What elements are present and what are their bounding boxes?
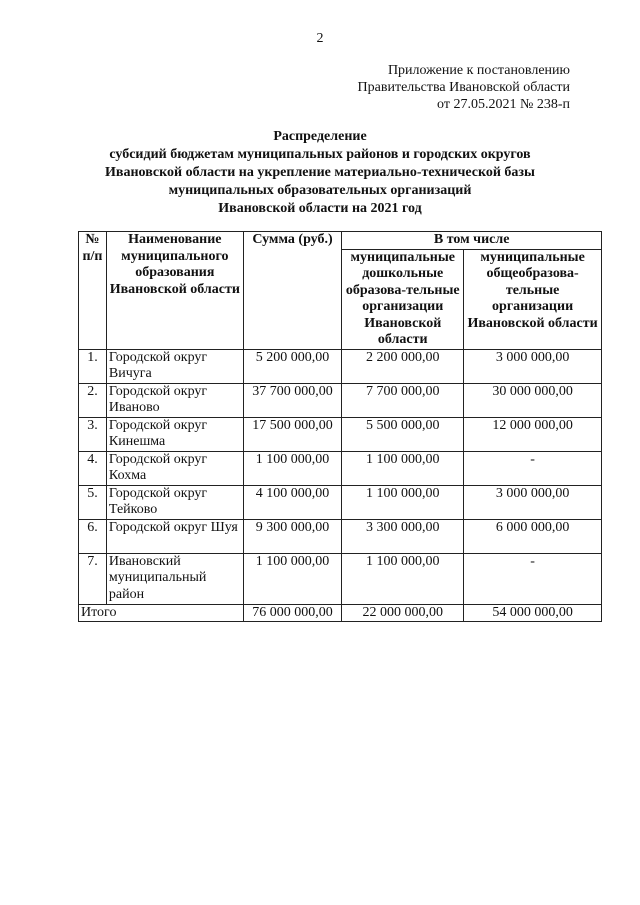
row-general: 12 000 000,00 bbox=[464, 417, 602, 451]
row-general: 6 000 000,00 bbox=[464, 519, 602, 553]
row-sum: 17 500 000,00 bbox=[243, 417, 342, 451]
row-num: 3. bbox=[79, 417, 107, 451]
row-preschool: 7 700 000,00 bbox=[342, 383, 464, 417]
total-row bbox=[79, 604, 602, 622]
row-num: 2. bbox=[79, 383, 107, 417]
table-row bbox=[79, 451, 602, 485]
table-row bbox=[79, 519, 602, 553]
row-preschool: 1 100 000,00 bbox=[342, 485, 464, 519]
title-line-1: Распределение bbox=[273, 129, 367, 144]
row-general: 3 000 000,00 bbox=[464, 349, 602, 383]
row-general: - bbox=[464, 451, 602, 485]
subsidy-table bbox=[78, 231, 602, 622]
header-num: № п/п bbox=[79, 232, 107, 350]
row-sum: 37 700 000,00 bbox=[243, 383, 342, 417]
row-preschool: 5 500 000,00 bbox=[342, 417, 464, 451]
table-row bbox=[79, 349, 602, 383]
row-name: Ивановский муниципальный район bbox=[106, 553, 243, 604]
row-sum: 1 100 000,00 bbox=[243, 553, 342, 604]
total-sum: 76 000 000,00 bbox=[243, 604, 342, 622]
row-preschool: 1 100 000,00 bbox=[342, 553, 464, 604]
row-preschool: 1 100 000,00 bbox=[342, 451, 464, 485]
appendix-line-3: от 27.05.2021 № 238-п bbox=[437, 97, 570, 112]
row-num: 4. bbox=[79, 451, 107, 485]
appendix-line-2: Правительства Ивановской области bbox=[357, 80, 570, 95]
header-name: Наименование муниципального образования Ивановской области bbox=[106, 232, 243, 350]
row-name: Городской округ Кохма bbox=[106, 451, 243, 485]
appendix-line-1: Приложение к постановлению bbox=[387, 63, 570, 78]
header-general: муниципальные общеобразова-тельные организации Ивановской области bbox=[464, 249, 602, 349]
row-name: Городской округ Вичуга bbox=[106, 349, 243, 383]
row-sum: 1 100 000,00 bbox=[243, 451, 342, 485]
table-row bbox=[79, 553, 602, 604]
row-name: Городской округ Тейково bbox=[106, 485, 243, 519]
row-sum: 4 100 000,00 bbox=[243, 485, 342, 519]
row-num: 1. bbox=[79, 349, 107, 383]
title-line-4: муниципальных образовательных организаций bbox=[168, 183, 472, 198]
table-header-row bbox=[79, 232, 602, 250]
row-num: 6. bbox=[79, 519, 107, 553]
row-sum: 5 200 000,00 bbox=[243, 349, 342, 383]
header-including: В том числе bbox=[342, 232, 602, 250]
row-num: 7. bbox=[79, 553, 107, 604]
row-general: - bbox=[464, 553, 602, 604]
total-preschool: 22 000 000,00 bbox=[342, 604, 464, 622]
row-preschool: 2 200 000,00 bbox=[342, 349, 464, 383]
row-num: 5. bbox=[79, 485, 107, 519]
page-number: 2 bbox=[316, 31, 324, 46]
title-line-3: Ивановской области на укрепление материально-технической базы bbox=[105, 165, 535, 180]
title-line-5: Ивановской области на 2021 год bbox=[218, 201, 422, 216]
title-line-2: субсидий бюджетам муниципальных районов и городских округов bbox=[109, 147, 531, 162]
row-general: 30 000 000,00 bbox=[464, 383, 602, 417]
document-title bbox=[0, 128, 640, 218]
row-preschool: 3 300 000,00 bbox=[342, 519, 464, 553]
row-name: Городской округ Кинешма bbox=[106, 417, 243, 451]
header-sum: Сумма (руб.) bbox=[243, 232, 342, 350]
row-name: Городской округ Шуя bbox=[106, 519, 243, 553]
row-name: Городской округ Иваново bbox=[106, 383, 243, 417]
row-general: 3 000 000,00 bbox=[464, 485, 602, 519]
header-preschool: муниципальные дошкольные образова-тельные организации Ивановской области bbox=[342, 249, 464, 349]
table-row bbox=[79, 383, 602, 417]
appendix-header bbox=[358, 62, 570, 113]
table-row bbox=[79, 485, 602, 519]
row-sum: 9 300 000,00 bbox=[243, 519, 342, 553]
total-label: Итого bbox=[79, 604, 244, 622]
total-general: 54 000 000,00 bbox=[464, 604, 602, 622]
table-row bbox=[79, 417, 602, 451]
